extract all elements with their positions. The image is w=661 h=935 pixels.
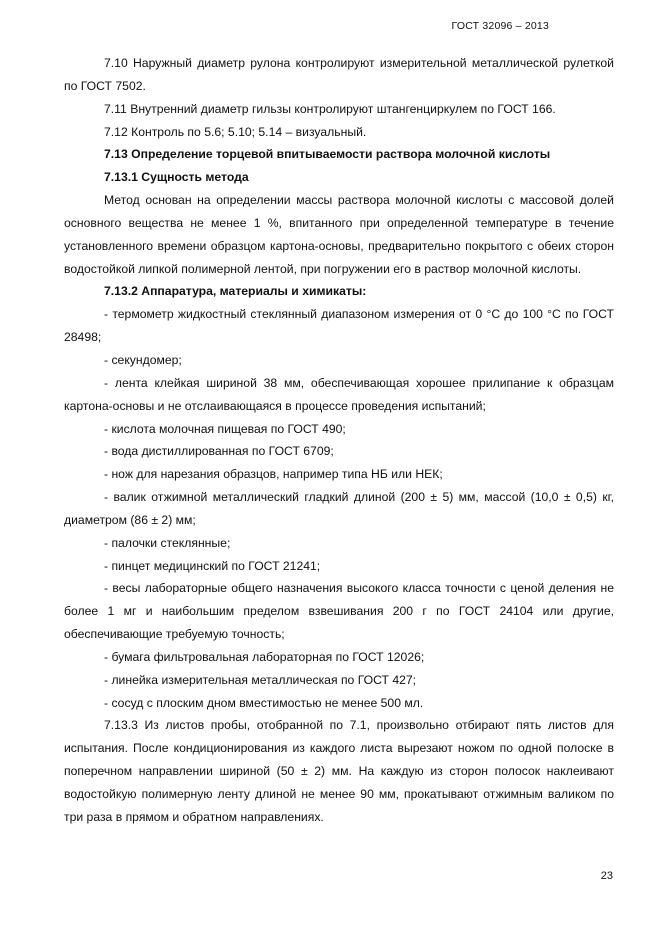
equipment-list-item: - секундомер; — [104, 352, 182, 367]
document-body — [64, 52, 614, 829]
equipment-list-item: - пинцет медицинский по ГОСТ 21241; — [104, 558, 321, 573]
subsection-heading-7-13-1: 7.13.1 Сущность метода — [104, 170, 249, 185]
equipment-list-item: - валик отжимной металлический гладкий длиной (200 ± 5) мм, массой (10,0 ± 0,5) кг, диаметром (86 ± 2) мм; — [64, 490, 614, 527]
paragraph-7-12: 7.12 Контроль по 5.6; 5.10; 5.14 – визуальный. — [104, 124, 367, 139]
equipment-list-item: - сосуд с плоским дном вместимостью не менее 500 мл. — [104, 695, 424, 710]
paragraph-7-13-3: 7.13.3 Из листов пробы, отобранной по 7.1, произвольно отбирают пять листов для испытания. После кондиционирования из каждого листа вырезают ножом по одной полоске в поперечном направлении шириной (50 ± 2) мм. На каждую из сторон полосок наклеивают водостойкую полимерную ленту длиной не менее 90 мм, прокатывают отжимным валиком по три раза в прямом и обратном направлениях. — [64, 718, 614, 824]
equipment-list-item: - весы лабораторные общего назначения высокого класса точности с ценой деления не более 1 мг и наибольшим пределом взвешивания 200 г по ГОСТ 24104 или другие, обеспечивающие требуемую точность; — [64, 581, 614, 642]
equipment-list-item: - лента клейкая шириной 38 мм, обеспечивающая хорошее прилипание к образцам картона-основы и не отслаивающаяся в процессе проведения испытаний; — [64, 375, 614, 413]
equipment-list-item: - вода дистиллированная по ГОСТ 6709; — [104, 444, 334, 459]
equipment-list-item: - нож для нарезания образцов, например типа НБ или НЕК; — [104, 467, 443, 482]
section-heading-7-13: 7.13 Определение торцевой впитываемости раствора молочной кислоты — [104, 147, 551, 162]
paragraph-7-10: 7.10 Наружный диаметр рулона контролируют измерительной металлической рулеткой по ГОСТ 7502. — [64, 56, 614, 93]
page-number: 23 — [600, 870, 613, 882]
equipment-list-item: - линейка измерительная металлическая по ГОСТ 427; — [104, 672, 417, 687]
method-essence-paragraph: Метод основан на определении массы раствора молочной кислоты с массовой долей основного вещества не менее 1 %, впитанного при определенной температуре в течение установленного времени образцом картона-основы, предварительно покрытого с обеих сторон водостойкой липкой полимерной лентой, при погружении его в раствор молочной кислоты. — [64, 193, 614, 276]
subsection-heading-7-13-2: 7.13.2 Аппаратура, материалы и химикаты: — [104, 284, 367, 299]
paragraph-7-11: 7.11 Внутренний диаметр гильзы контролируют штангенциркулем по ГОСТ 166. — [104, 101, 556, 116]
equipment-list-item: - бумага фильтровальная лабораторная по ГОСТ 12026; — [104, 649, 425, 664]
equipment-list-item: - термометр жидкостный стеклянный диапазоном измерения от 0 °С до 100 °С по ГОСТ 28498; — [64, 307, 614, 345]
document-code-header: ГОСТ 32096 – 2013 — [451, 20, 549, 32]
equipment-list-item: - палочки стеклянные; — [104, 535, 231, 550]
equipment-list-item: - кислота молочная пищевая по ГОСТ 490; — [104, 421, 346, 436]
